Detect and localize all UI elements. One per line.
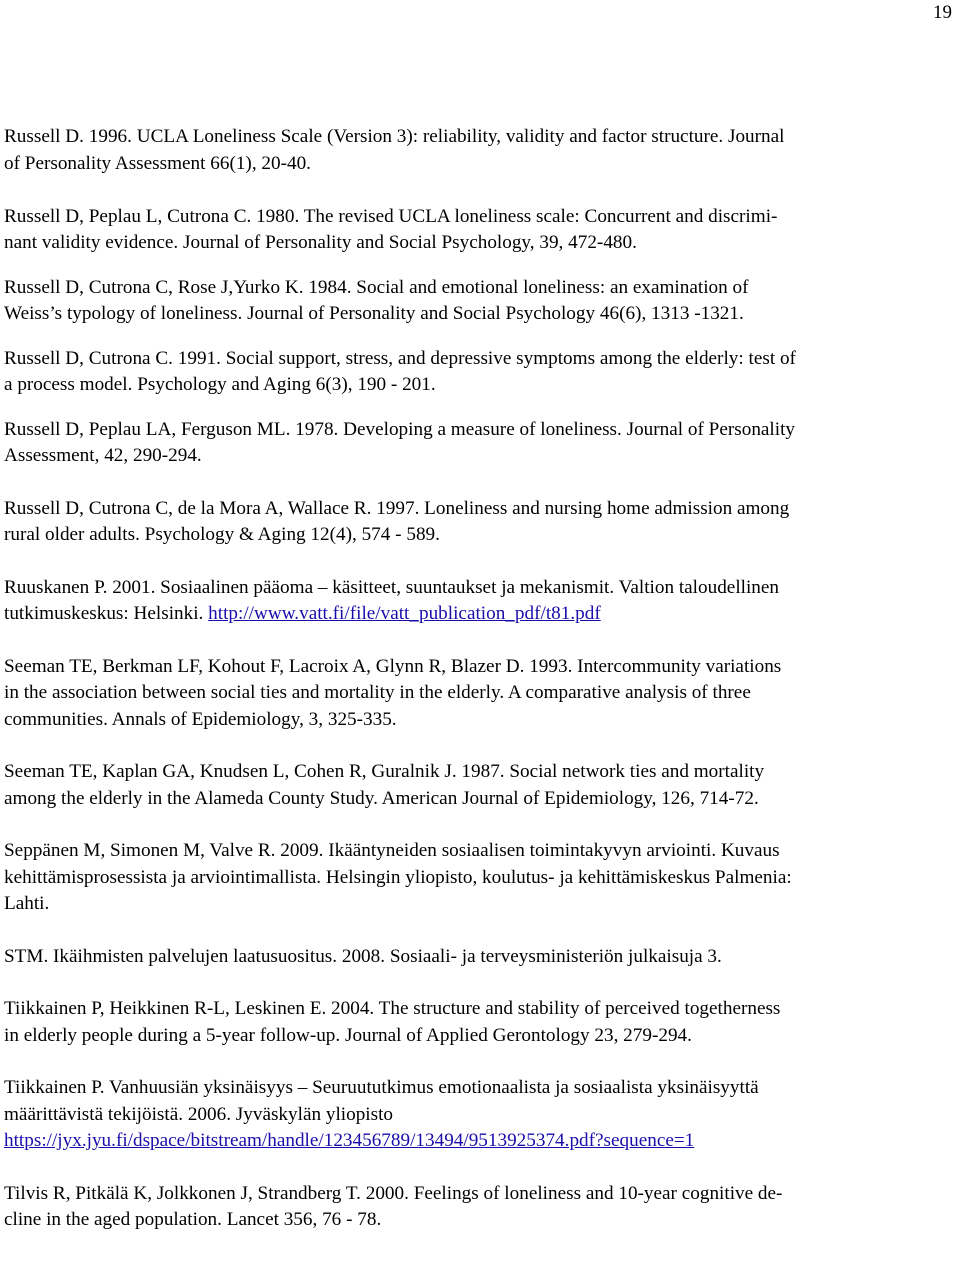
reference-line: Russell D, Peplau LA, Ferguson ML. 1978. Developing a measure of loneliness. Journal of Personality <box>4 418 796 440</box>
reference-line: Russell D, Cutrona C, de la Mora A, Wallace R. 1997. Loneliness and nursing home admission among <box>4 497 790 519</box>
reference-line: Seeman TE, Berkman LF, Kohout F, Lacroix A, Glynn R, Blazer D. 1993. Intercommunity variations <box>4 655 782 677</box>
reference-line: Seeman TE, Kaplan GA, Knudsen L, Cohen R, Guralnik J. 1987. Social network ties and mortality <box>4 761 765 782</box>
reference-entry <box>4 124 954 177</box>
reference-line: Ruuskanen P. 2001. Sosiaalinen pääoma – käsitteet, suuntaukset ja mekanismit. Valtion taloudellinen <box>4 576 780 598</box>
reference-line: Tiikkainen P, Heikkinen R-L, Leskinen E. 2004. The structure and stability of perceived togetherness <box>4 998 781 1019</box>
reference-entry <box>4 759 954 812</box>
reference-entry <box>4 944 954 971</box>
reference-entry <box>4 1181 954 1234</box>
reference-line: Russell D, Cutrona C. 1991. Social support, stress, and depressive symptoms among the elderly: test of <box>4 347 796 369</box>
reference-line: Tiikkainen P. Vanhuusiän yksinäisyys – Seuruututkimus emotionaalista ja sosiaalista yksinäisyyttä <box>4 1077 759 1098</box>
reference-entry <box>4 575 954 628</box>
reference-line: Lahti. <box>4 893 50 914</box>
reference-line: STM. Ikäihmisten palvelujen laatusuositus. 2008. Sosiaali- ja terveysministeriön julkaisuja 3. <box>4 945 722 967</box>
reference-entry <box>4 417 954 470</box>
reference-entry <box>4 496 954 549</box>
reference-entry <box>4 204 954 257</box>
reference-line: a process model. Psychology and Aging 6(3), 190 - 201. <box>4 374 436 395</box>
reference-line: in elderly people during a 5-year follow-up. Journal of Applied Gerontology 23, 279-294. <box>4 1024 692 1046</box>
reference-line: Assessment, 42, 290-294. <box>4 445 202 466</box>
reference-entry <box>4 654 954 734</box>
reference-link[interactable]: http://www.vatt.fi/file/vatt_publication_pdf/t81.pdf <box>208 603 601 624</box>
reference-entry <box>4 838 954 918</box>
reference-line: communities. Annals of Epidemiology, 3, 325-335. <box>4 708 397 730</box>
reference-line: rural older adults. Psychology & Aging 12(4), 574 - 589. <box>4 524 440 545</box>
page-number: 19 <box>933 2 952 23</box>
reference-line: in the association between social ties and mortality in the elderly. A comparative analysis of three <box>4 682 751 703</box>
reference-line: Weiss’s typology of loneliness. Journal of Personality and Social Psychology 46(6), 1313 -1321. <box>4 303 744 324</box>
reference-line: Russell D, Cutrona C, Rose J,Yurko K. 1984. Social and emotional loneliness: an examination of <box>4 276 749 298</box>
reference-line: among the elderly in the Alameda County Study. American Journal of Epidemiology, 126, 714-72. <box>4 787 759 809</box>
reference-line <box>4 601 954 628</box>
reference-line: of Personality Assessment 66(1), 20-40. <box>4 152 311 174</box>
reference-entry <box>4 346 954 399</box>
reference-line: Russell D. 1996. UCLA Loneliness Scale (Version 3): reliability, validity and factor structure. Journal <box>4 126 785 147</box>
reference-line: kehittämisprosessista ja arviointimallista. Helsingin yliopisto, koulutus- ja kehittämiskeskus Palmenia: <box>4 866 792 888</box>
reference-line: määrittävistä tekijöistä. 2006. Jyväskylän yliopisto <box>4 1103 394 1125</box>
reference-entry <box>4 996 954 1049</box>
reference-text: tutkimuskeskus: Helsinki. <box>4 603 209 624</box>
reference-line <box>4 1128 954 1155</box>
reference-line: Seppänen M, Simonen M, Valve R. 2009. Ikääntyneiden sosiaalisen toimintakyvyn arviointi. Kuvaus <box>4 840 780 861</box>
reference-link[interactable]: https://jyx.jyu.fi/dspace/bitstream/handle/123456789/13494/9513925374.pdf?sequence=1 <box>4 1130 695 1151</box>
reference-line: nant validity evidence. Journal of Personality and Social Psychology, 39, 472-480. <box>4 232 637 253</box>
reference-entry <box>4 275 954 328</box>
reference-line: Tilvis R, Pitkälä K, Jolkkonen J, Strandberg T. 2000. Feelings of loneliness and 10-year cognitive de- <box>4 1182 783 1204</box>
reference-line: cline in the aged population. Lancet 356, 76 - 78. <box>4 1209 382 1230</box>
reference-line: Russell D, Peplau L, Cutrona C. 1980. The revised UCLA loneliness scale: Concurrent and discrimi- <box>4 205 778 227</box>
reference-entry <box>4 1075 954 1155</box>
reference-list <box>4 124 954 1234</box>
